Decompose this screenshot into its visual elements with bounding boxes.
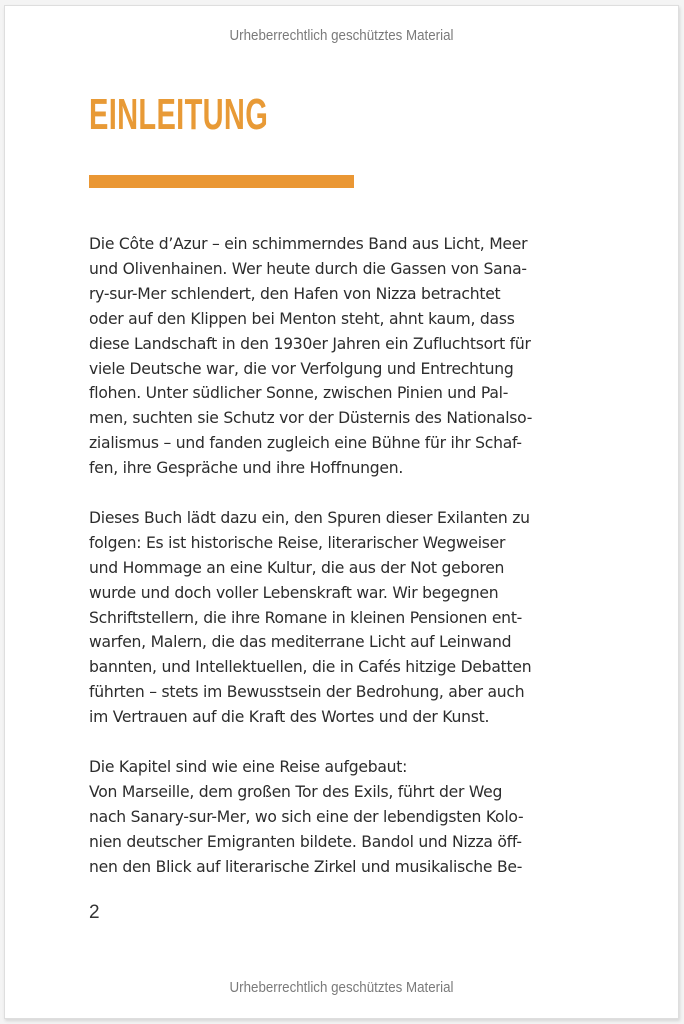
text-line: flohen. Unter südlicher Sonne, zwischen Pinien und Pal- xyxy=(89,384,509,403)
paragraph-3 xyxy=(89,755,589,880)
text-line: ry-sur-Mer schlendert, den Hafen von Nizza betrachtet xyxy=(89,284,501,303)
page-number: 2 xyxy=(89,902,100,923)
text-line: folgen: Es ist historische Reise, literarischer Wegweiser xyxy=(89,533,506,552)
text-line: men, suchten sie Schutz vor der Düsternis des Nationalso- xyxy=(89,409,533,428)
chapter-body xyxy=(89,232,589,904)
text-line: Die Côte d’Azur – ein schimmerndes Band aus Licht, Meer xyxy=(89,235,528,253)
text-line: nen den Blick auf literarische Zirkel und musikalische Be- xyxy=(89,857,523,876)
text-line: oder auf den Klippen bei Menton steht, ahnt kaum, dass xyxy=(89,309,515,328)
text-line: nach Sanary-sur-Mer, wo sich eine der lebendigsten Kolo- xyxy=(89,807,524,826)
book-page xyxy=(4,5,679,1019)
text-line: zialismus – und fanden zugleich eine Bühne für ihr Schaf- xyxy=(89,434,522,453)
paragraph-2 xyxy=(89,506,589,730)
text-line: viele Deutsche war, die vor Verfolgung und Entrechtung xyxy=(89,359,514,378)
text-line: nien deutscher Emigranten bildete. Bandol und Nizza öff- xyxy=(89,832,522,851)
text-line: Von Marseille, dem großen Tor des Exils, führt der Weg xyxy=(89,782,503,801)
text-line: im Vertrauen auf die Kraft des Wortes und der Kunst. xyxy=(89,708,490,727)
text-line: wurde und doch voller Lebenskraft war. Wir begegnen xyxy=(89,583,499,602)
paragraph-1 xyxy=(89,232,589,481)
text-line: Die Kapitel sind wie eine Reise aufgebaut: xyxy=(89,758,408,776)
copyright-watermark-bottom: Urheberrechtlich geschütztes Material xyxy=(229,980,454,996)
title-accent-bar xyxy=(89,175,354,188)
text-line: führten – stets im Bewusstsein der Bedrohung, aber auch xyxy=(89,683,525,702)
text-line: fen, ihre Gespräche und ihre Hoffnungen. xyxy=(89,459,404,478)
chapter-title: EINLEITUNG xyxy=(89,90,269,139)
text-line: bannten, und Intellektuellen, die in Cafés hitzige Debatten xyxy=(89,658,532,677)
text-line: diese Landschaft in den 1930er Jahren ein Zufluchtsort für xyxy=(89,334,531,353)
copyright-watermark-top: Urheberrechtlich geschütztes Material xyxy=(229,28,454,44)
text-line: und Olivenhainen. Wer heute durch die Gassen von Sana- xyxy=(89,259,527,278)
text-line: warfen, Malern, die das mediterrane Licht auf Leinwand xyxy=(89,633,512,652)
text-line: Dieses Buch lädt dazu ein, den Spuren dieser Exilanten zu xyxy=(89,508,530,527)
text-line: Schriftstellern, die ihre Romane in kleinen Pensionen ent- xyxy=(89,608,523,627)
text-line: und Hommage an eine Kultur, die aus der Not geboren xyxy=(89,558,505,577)
